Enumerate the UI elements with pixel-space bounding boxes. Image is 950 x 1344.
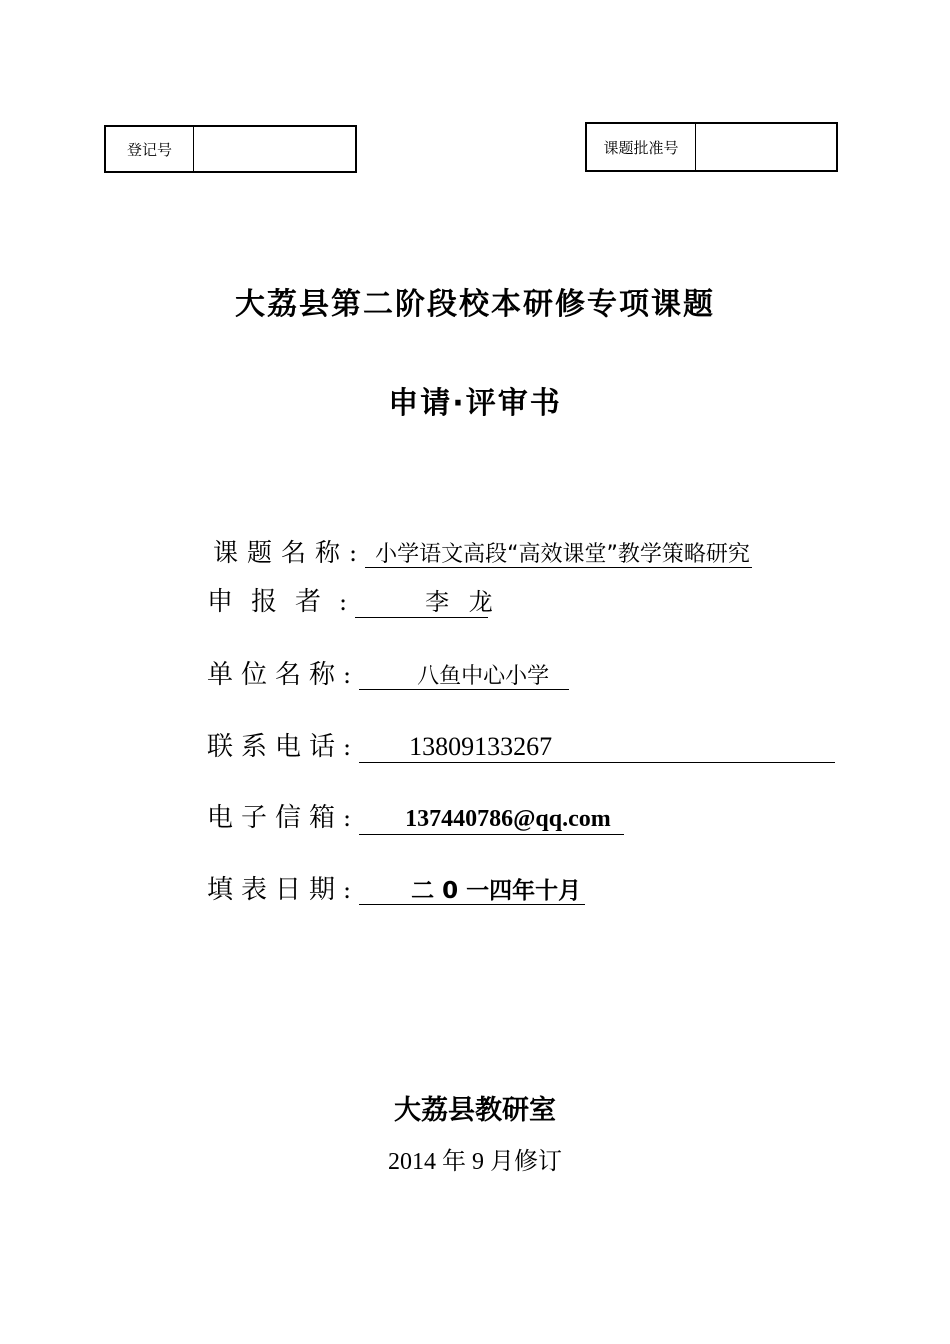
- registration-number-label: 登记号: [106, 127, 194, 171]
- registration-number-field[interactable]: [194, 127, 355, 171]
- phone-label: 联系电话: [207, 732, 344, 762]
- applicant-value: 李 龙: [355, 589, 488, 618]
- document-subtitle: 申请·评审书: [388, 386, 562, 421]
- unit-row: [207, 654, 569, 691]
- issuing-organization: 大荔县教研室: [394, 1095, 556, 1126]
- date-row: [207, 869, 585, 906]
- date-colon: :: [343, 876, 352, 904]
- applicant-row: [207, 581, 499, 618]
- registration-number-box: [104, 125, 357, 173]
- applicant-colon: :: [339, 588, 348, 616]
- document-title: 大荔县第二阶段校本研修专项课题: [235, 287, 715, 322]
- date-label: 填表日期: [207, 875, 344, 905]
- date-value: 二 0 一四年十月: [359, 878, 585, 905]
- phone-row: [207, 726, 835, 763]
- revision-date: 2014 年 9 月修订: [388, 1149, 562, 1175]
- email-colon: :: [343, 804, 352, 832]
- unit-label: 单位名称: [207, 660, 344, 690]
- topic-colon: :: [349, 539, 358, 567]
- phone-colon: :: [343, 733, 352, 761]
- applicant-label: 申报者: [207, 587, 340, 617]
- email-row: [207, 797, 624, 835]
- email-value: 137440786@qq.com: [359, 806, 624, 835]
- unit-value: 八鱼中心小学: [359, 664, 569, 690]
- unit-colon: :: [343, 661, 352, 689]
- topic-value: 小学语文高段“高效课堂”教学策略研究: [365, 542, 752, 568]
- approval-number-field[interactable]: [696, 124, 836, 170]
- email-label: 电子信箱: [207, 803, 344, 833]
- topic-label: 课题名称: [213, 538, 350, 567]
- approval-number-label: 课题批准号: [587, 124, 696, 170]
- approval-number-box: [585, 122, 838, 172]
- phone-value: 13809133267: [359, 732, 835, 763]
- topic-row: [213, 533, 752, 569]
